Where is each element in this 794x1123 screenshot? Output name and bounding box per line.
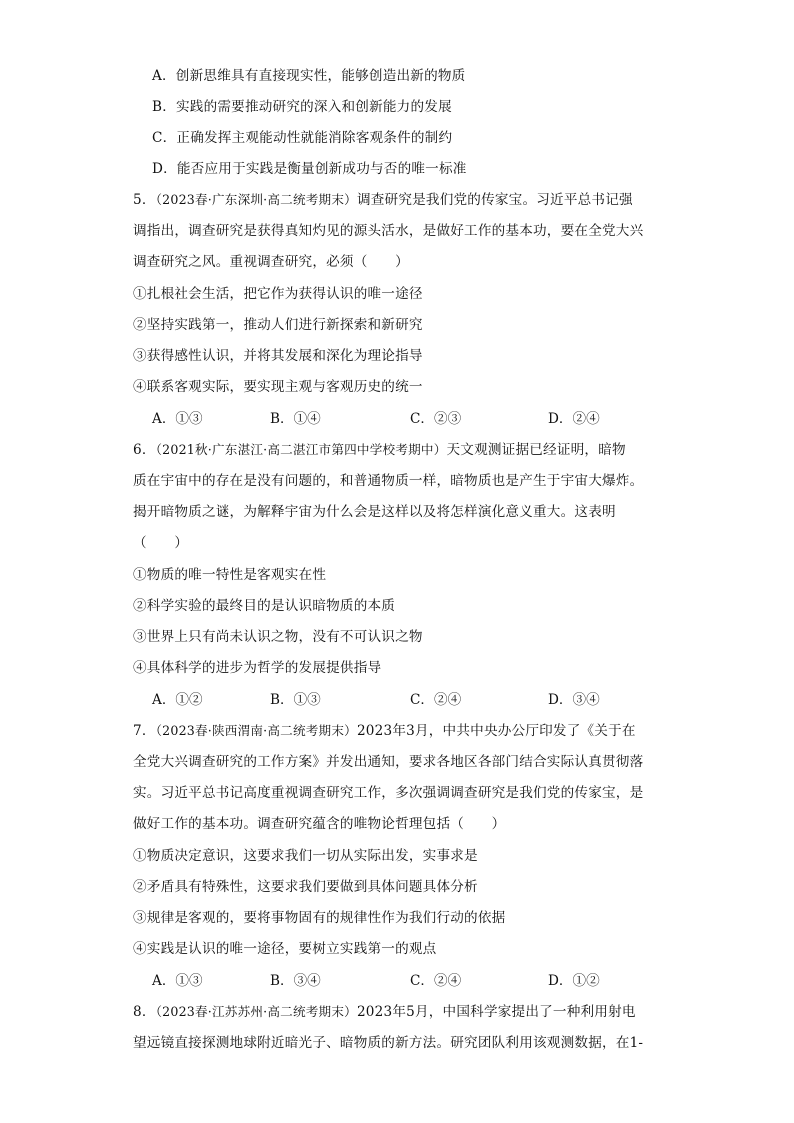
q6-statement-1: ①物质的唯一特性是客观实在性 (133, 567, 327, 583)
q7-stem-line-3: 实。习近平总书记高度重视调查研究工作，多次强调调查研究是我们党的传家宝，是 (133, 785, 644, 801)
q5-text: 调查研究是我们党的传家宝。习近平总书记强 (356, 192, 633, 208)
q7-choice-a: A．①③ (152, 973, 203, 989)
q6-source: （2021秋·广东湛江·高二湛江市第四中学校考期中） (155, 442, 447, 457)
q7-statement-3: ③规律是客观的，要将事物固有的规律性作为我们行动的依据 (133, 910, 506, 926)
q5-stem-line-3: 调查研究之风。重视调查研究，必须（ ） (133, 254, 409, 270)
q6-statement-4: ④具体科学的进步为哲学的发展提供指导 (133, 660, 382, 676)
q7-choice-c: C．②④ (410, 973, 462, 989)
q4-option-c: C．正确发挥主观能动性就能消除客观条件的制约 (152, 130, 453, 146)
q5-source: （2023春·广东深圳·高二统考期末） (155, 192, 357, 207)
q6-stem-line-3: 揭开暗物质之谜，为解释宇宙为什么会是这样以及将怎样演化意义重大。这表明 (133, 504, 616, 520)
q7-choice-d: D．①② (548, 973, 600, 989)
q6-choice-d: D．③④ (548, 692, 600, 708)
q5-statement-4: ④联系客观实际，要实现主观与客观历史的统一 (133, 379, 423, 395)
q7-statement-1: ①物质决定意识，这要求我们一切从实际出发，实事求是 (133, 848, 478, 864)
q5-statement-1: ①扎根社会生活，把它作为获得认识的唯一途径 (133, 286, 423, 302)
q5-choice-d: D．②④ (548, 411, 600, 427)
q7-statement-2: ②矛盾具有特殊性，这要求我们要做到具体问题具体分析 (133, 879, 478, 895)
q8-text: 2023年5月，中国科学家提出了一种利用射电 (356, 1004, 636, 1020)
q8-source: （2023春·江苏苏州·高二统考期末） (155, 1004, 357, 1019)
q6-statement-2: ②科学实验的最终目的是认识暗物质的本质 (133, 598, 396, 614)
q5-statement-3: ③获得感性认识，并将其发展和深化为理论指导 (133, 348, 423, 364)
q7-stem-line-1 (133, 721, 636, 741)
q6-choice-b: B．①③ (270, 692, 321, 708)
q7-source: （2023春·陕西渭南·高二统考期末） (155, 723, 357, 738)
q8-number: 8． (133, 1004, 156, 1020)
q8-stem-line-1 (133, 1002, 636, 1022)
q6-stem-line-4: （ ） (133, 535, 189, 551)
q6-choice-a: A．①② (152, 692, 203, 708)
q7-statement-4: ④实践是认识的唯一途径，要树立实践第一的观点 (133, 941, 437, 957)
q6-choice-c: C．②④ (410, 692, 462, 708)
q6-statement-3: ③世界上只有尚未认识之物，没有不可认识之物 (133, 629, 423, 645)
q6-stem-line-2: 质在宇宙中的存在是没有问题的，和普通物质一样，暗物质也是产生于宇宙大爆炸。 (133, 473, 644, 489)
q4-option-a: A．创新思维具有直接现实性，能够创造出新的物质 (152, 68, 466, 84)
q7-stem-line-2: 全党大兴调查研究的工作方案》并发出通知，要求各地区各部门结合实际认真贯彻落 (133, 754, 644, 770)
q7-text: 2023年3月，中共中央办公厅印发了《关于在 (356, 723, 636, 739)
q5-choice-b: B．①④ (270, 411, 321, 427)
q5-stem-line-1 (133, 190, 633, 210)
q6-text: 天文观测证据已经证明，暗物 (446, 442, 626, 458)
q6-number: 6． (133, 442, 156, 458)
q5-choice-a: A．①③ (152, 411, 203, 427)
q7-choice-b: B．③④ (270, 973, 321, 989)
q5-number: 5． (133, 192, 156, 208)
q5-statement-2: ②坚持实践第一，推动人们进行新探索和新研究 (133, 317, 423, 333)
q5-choice-c: C．②③ (410, 411, 462, 427)
q6-stem-line-1 (133, 440, 626, 460)
q8-stem-line-2: 望远镜直接探测地球附近暗光子、暗物质的新方法。研究团队利用该观测数据，在1- (133, 1035, 644, 1051)
q7-number: 7． (133, 723, 156, 739)
q4-option-d: D．能否应用于实践是衡量创新成功与否的唯一标准 (152, 161, 467, 177)
q7-stem-line-4: 做好工作的基本功。调查研究蕴含的唯物论哲理包括（ ） (133, 816, 506, 832)
q4-option-b: B．实践的需要推动研究的深入和创新能力的发展 (152, 99, 452, 115)
q5-stem-line-2: 调指出，调查研究是获得真知灼见的源头活水，是做好工作的基本功，要在全党大兴 (133, 223, 644, 239)
